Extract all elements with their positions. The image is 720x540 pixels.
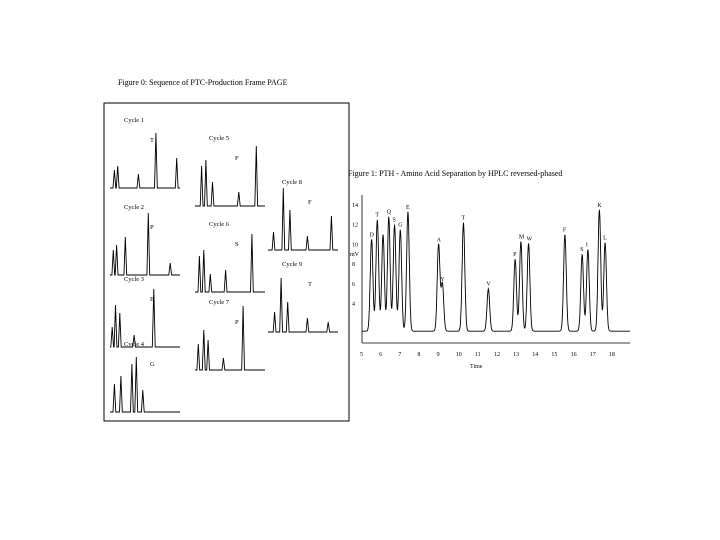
cycle-residue-label: G [150, 361, 155, 368]
y-tick-label: 8 [352, 262, 355, 269]
x-tick-label: 8 [417, 352, 421, 358]
cycle-panel [195, 299, 265, 370]
cycle-panel [268, 179, 338, 250]
peak-label: A [436, 237, 441, 244]
cycle-label: Cycle 5 [209, 135, 230, 142]
cycle-trace [268, 278, 338, 332]
cycle-residue-label: P [235, 319, 239, 326]
cycle-trace [195, 234, 265, 292]
x-tick-label: 17 [589, 352, 596, 358]
cycle-label: Cycle 6 [209, 221, 230, 228]
left-figure [104, 78, 349, 421]
y-tick-label: 6 [352, 281, 355, 288]
peak-label: P [513, 252, 517, 259]
cycle-panel [110, 276, 180, 347]
peak-label: E [405, 204, 410, 211]
peak-label: F [562, 227, 567, 234]
peak-label: M [518, 234, 525, 241]
cycle-residue-label: F [308, 199, 312, 206]
hplc-chart [348, 169, 630, 370]
peak-label: S [580, 247, 584, 254]
cycle-label: Cycle 3 [124, 276, 145, 283]
cycle-panel [110, 204, 180, 275]
y-tick-label: 10 [352, 242, 358, 249]
cycle-panels [110, 117, 338, 412]
x-axis-label: Time [470, 364, 483, 370]
peak-label: S [392, 217, 396, 224]
peak-label: V [486, 281, 491, 288]
cycle-panel [195, 135, 265, 206]
cycle-residue-label: P [150, 224, 154, 231]
cycle-residue-label: F [235, 155, 239, 162]
cycle-trace [195, 306, 265, 370]
peak-label: Y [440, 276, 445, 283]
cycle-label: Cycle 9 [282, 261, 303, 268]
cycle-trace [268, 188, 338, 250]
cycle-trace [110, 357, 180, 412]
x-tick-label: 15 [551, 352, 558, 358]
x-tick-label: 6 [379, 352, 383, 358]
peak-label: L [603, 235, 607, 242]
cycle-label: Cycle 2 [124, 204, 145, 211]
cycle-residue-label: E [150, 296, 154, 303]
x-tick-labels [360, 352, 615, 358]
cycle-panel [195, 221, 265, 292]
left-figure-caption: Figure 0: Sequence of PTC-Production Frame PAGE [118, 78, 288, 87]
peak-label: Q [386, 209, 392, 216]
peak-label: I [585, 242, 588, 249]
cycle-label: Cycle 7 [209, 299, 230, 306]
peak-label: T [461, 215, 466, 222]
cycle-trace [110, 213, 180, 275]
peak-labels [370, 203, 608, 288]
cycle-residue-label: S [235, 241, 239, 248]
x-tick-label: 16 [570, 352, 577, 358]
peak-label: W [526, 236, 533, 243]
peak-label: D [369, 232, 374, 239]
cycle-panel [268, 261, 338, 332]
cycle-label: Cycle 1 [124, 117, 145, 124]
cycle-residue-label: T [308, 281, 312, 288]
y-tick-label: 14 [352, 202, 358, 209]
x-tick-label: 13 [513, 352, 520, 358]
cycle-trace [110, 133, 180, 188]
y-tick-label: 12 [352, 222, 358, 229]
peak-label: G [398, 222, 403, 229]
x-tick-label: 5 [360, 352, 363, 358]
x-tick-label: 11 [474, 352, 481, 358]
chromatogram-line [362, 211, 630, 332]
cycle-panel [110, 117, 180, 188]
y-axis-label: mV [350, 252, 359, 258]
x-tick-label: 7 [398, 352, 402, 358]
cycle-trace [110, 289, 180, 347]
x-tick-label: 18 [608, 352, 615, 358]
cycle-panel [110, 341, 180, 412]
x-tick-label: 14 [532, 352, 539, 358]
cycle-trace [195, 146, 265, 206]
x-tick-label: 12 [494, 352, 500, 358]
chart-title: Figure 1: PTH - Amino Acid Separation by HPLC reversed-phased [348, 169, 563, 178]
left-figure-frame [104, 103, 349, 421]
y-tick-label: 4 [352, 301, 355, 308]
peak-label: T [375, 212, 379, 219]
cycle-residue-label: T [150, 137, 154, 144]
x-tick-label: 10 [455, 352, 462, 358]
cycle-label: Cycle 8 [282, 179, 303, 186]
x-tick-label: 9 [436, 352, 440, 358]
cycle-label: Cycle 4 [124, 341, 145, 348]
peak-label: K [597, 202, 602, 209]
